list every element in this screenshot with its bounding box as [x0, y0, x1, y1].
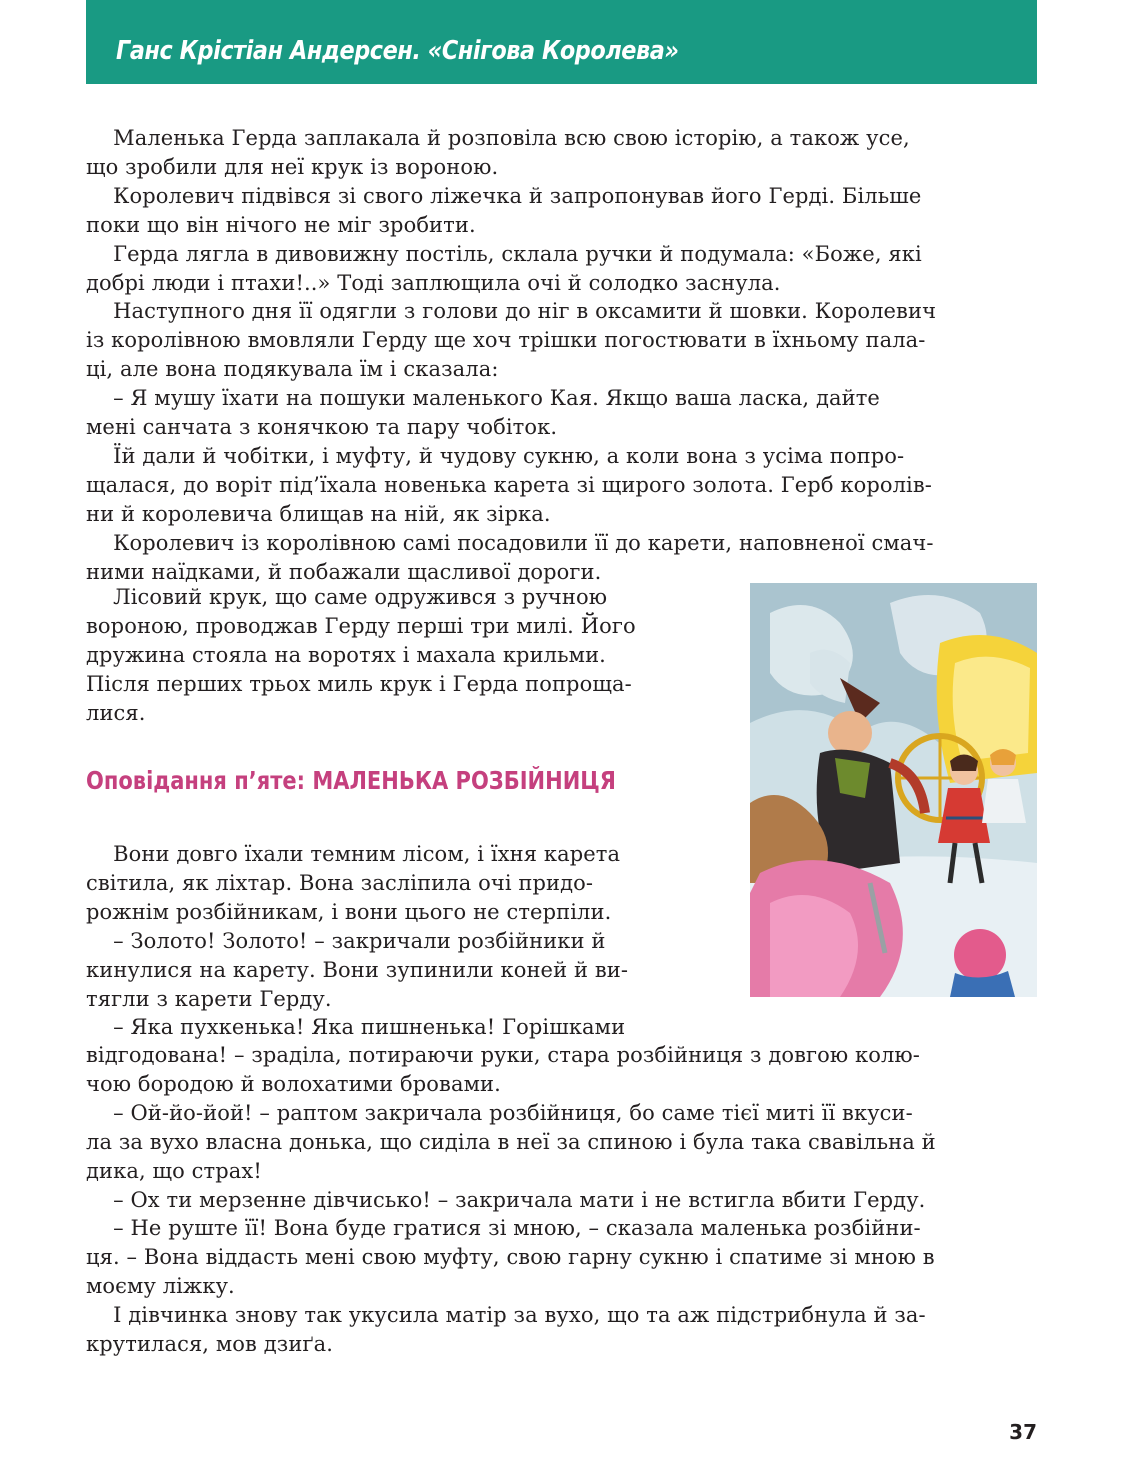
story-text-bottom: відгодована! – зраділа, потираючи руки, стара розбійниця з довгою колю- чою бородою й волохатими бровами. – Ой-йо-йой! – раптом закричала розбійниця, бо саме тієї миті її вкуси- ла за вухо власна донька, що сиділа в неї за спиною і була така свавільна й дика, що страх! – Ох ти мерзенне дівчисько! – закричала мати і не встигла вбити Герду. – Не руште її! Вона буде гратися зі мною, – сказала маленька розбійни- ця. – Вона віддасть мені свою муфту, свою гарну сукню і спатиме зі мною в моєму ліжку. І дівчинка знову так укусила матір за вухо, що та аж підстрибнула й за- крутилася, мов дзиґа.	[86, 1043, 936, 1357]
section-heading: Оповідання п’яте: МАЛЕНЬКА РОЗБІЙНИЦЯ	[86, 766, 616, 795]
page-number: 37	[1009, 1420, 1037, 1444]
header-bar	[86, 0, 1037, 84]
story-text-robbers: Вони довго їхали темним лісом, і їхня карета світила, як ліхтар. Вона засліпила очі придо- рожнім розбійникам, і вони цього не стерпіли. – Золото! Золото! – закричали розбійники й кинулися на карету. Вони зупинили коней й ви- тягли з карети Герду. – Яка пухкенька! Яка пишненька! Горішками	[86, 842, 629, 1040]
header-title: Ганс Крістіан Андерсен. «Снігова Королева»	[116, 36, 679, 66]
illustration-drawing	[750, 583, 1037, 997]
story-text-raven: Лісовий крук, що саме одружився з ручною вороною, проводжав Герду перші три милі. Його дружина стояла на воротях і махала крильми. Після перших трьох миль крук і Герда попроща- лися.	[86, 585, 636, 725]
story-text-top: Маленька Герда заплакала й розповіла всю свою історію, а також усе, що зробили для неї крук із вороною. Королевич підвівся зі свого ліжечка й запропонував його Герді. Більше поки що він нічого не міг зробити. Герда лягла в дивовижну постіль, склала ручки й подумала: «Боже, які добрі люди і птахи!..» Тоді заплющила очі й солодко заснула. Наступного дня її одягли з голови до ніг в оксамити й шовки. Королевич із королівною вмовляли Герду ще хоч трішки погостювати в їхньому пала- ці, але вона подякувала їм і сказала: – Я мушу їхати на пошуки маленького Кая. Якщо ваша ласка, дайте мені санчата з конячкою та пару чобіток. Їй дали й чобітки, і муфту, й чудову сукню, а коли вона з усіма попро- щалася, до воріт під’їхала новенька карета зі щирого золота. Герб королів- ни й королевича блищав на ній, як зірка. Королевич із королівною самі посадовили її до карети, наповненої смач- ними наїдками, й побажали щасливої дороги.	[86, 126, 937, 584]
robbers-illustration	[750, 583, 1037, 997]
